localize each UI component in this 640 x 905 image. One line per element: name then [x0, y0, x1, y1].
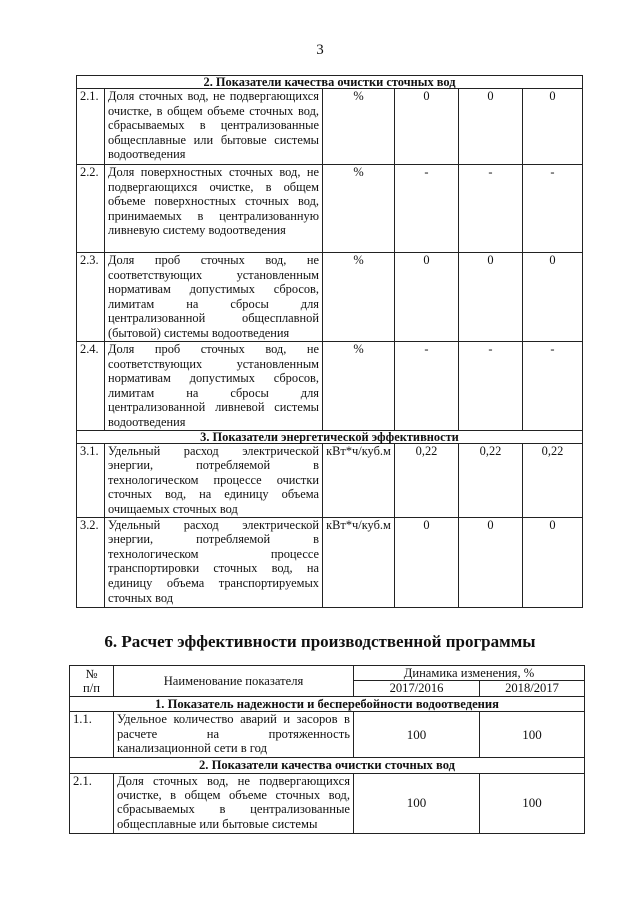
page-number: 3 [316, 42, 324, 58]
indicators-table [76, 75, 583, 608]
section-title: 1. Показатель надежности и бесперебойности водоотведения [70, 696, 585, 711]
table-row [77, 443, 583, 517]
row-value: 0 [459, 89, 523, 165]
row-value: 0 [523, 253, 583, 342]
row-value: - [395, 342, 459, 431]
row-number: 2.1. [70, 773, 114, 833]
section-title: 3. Показатели энергетической эффективности [77, 430, 583, 443]
row-name: Удельное количество аварий и засоров в расчете на протяженность канализационной сети в год [114, 712, 354, 758]
row-name: Удельный расход электрической энергии, потребляемой в технологическом процессе транспортировки сточных вод, на единицу объема транспортируемых сточных вод [105, 517, 323, 607]
section-row [77, 430, 583, 443]
row-number: 3.1. [77, 443, 105, 517]
row-value: - [459, 342, 523, 431]
row-value: 0 [459, 517, 523, 607]
row-value: 100 [354, 712, 480, 758]
table-row [70, 773, 585, 833]
row-unit: % [323, 89, 395, 165]
row-value: 0 [395, 253, 459, 342]
row-value: 0,22 [523, 443, 583, 517]
row-value: 0 [459, 253, 523, 342]
row-value: - [523, 342, 583, 431]
row-name: Удельный расход электрической энергии, потребляемой в технологическом процессе очистки сточных вод, на единицу объема очищаемых сточных вод [105, 443, 323, 517]
row-name: Доля сточных вод, не подвергающихся очистке, в общем объеме сточных вод, сбрасываемых в централизованные общесплавные или бытовые системы водоотведения [105, 89, 323, 165]
row-number: 1.1. [70, 712, 114, 758]
section-row [77, 76, 583, 89]
section-row [70, 696, 585, 711]
header-period: 2018/2017 [480, 681, 585, 696]
row-name: Доля поверхностных сточных вод, не подвергающихся очистке, в общем объеме поверхностных сточных вод, принимаемых в централизованную ливневую систему водоотведения [105, 165, 323, 253]
header-number-abbr: п/п [83, 680, 100, 695]
section-6-title: 6. Расчет эффективности производственной программы [104, 632, 536, 651]
table-row [77, 253, 583, 342]
header-dynamics: Динамика изменения, % [354, 666, 585, 681]
section-row [70, 758, 585, 773]
header-period: 2017/2016 [354, 681, 480, 696]
row-number: 2.3. [77, 253, 105, 342]
header-row [70, 666, 585, 681]
row-value: 0 [395, 517, 459, 607]
section-title: 2. Показатели качества очистки сточных вод [70, 758, 585, 773]
row-value: 0,22 [395, 443, 459, 517]
table-row [77, 517, 583, 607]
row-name: Доля проб сточных вод, не соответствующих установленным нормативам допустимых сбросов, лимитам на сбросы для централизованной ливневой системы водоотведения [105, 342, 323, 431]
row-number: 3.2. [77, 517, 105, 607]
row-value: 0 [523, 517, 583, 607]
table-row [77, 342, 583, 431]
row-unit: % [323, 342, 395, 431]
row-value: 0 [523, 89, 583, 165]
table-row [77, 89, 583, 165]
row-name: Доля проб сточных вод, не соответствующих установленным нормативам допустимых сбросов, лимитам на сбросы для централизованной общесплавной (бытовой) системы водоотведения [105, 253, 323, 342]
row-value: 0,22 [459, 443, 523, 517]
header-number-symbol: № [85, 666, 98, 681]
row-value: - [523, 165, 583, 253]
row-number: 2.1. [77, 89, 105, 165]
row-number: 2.2. [77, 165, 105, 253]
row-value: 0 [395, 89, 459, 165]
header-name: Наименование показателя [114, 666, 354, 697]
row-value: 100 [354, 773, 480, 833]
header-number [70, 666, 114, 697]
row-value: 100 [480, 773, 585, 833]
row-unit: кВт*ч/куб.м [323, 517, 395, 607]
row-unit: % [323, 165, 395, 253]
row-value: 100 [480, 712, 585, 758]
efficiency-table [69, 665, 585, 834]
row-value: - [395, 165, 459, 253]
row-number: 2.4. [77, 342, 105, 431]
row-unit: кВт*ч/куб.м [323, 443, 395, 517]
row-value: - [459, 165, 523, 253]
row-unit: % [323, 253, 395, 342]
section-title: 2. Показатели качества очистки сточных вод [77, 76, 583, 89]
table-row [70, 712, 585, 758]
table-row [77, 165, 583, 253]
row-name: Доля сточных вод, не подвергающихся очистке, в общем объеме сточных вод, сбрасываемых в централизованные общесплавные или бытовые системы [114, 773, 354, 833]
